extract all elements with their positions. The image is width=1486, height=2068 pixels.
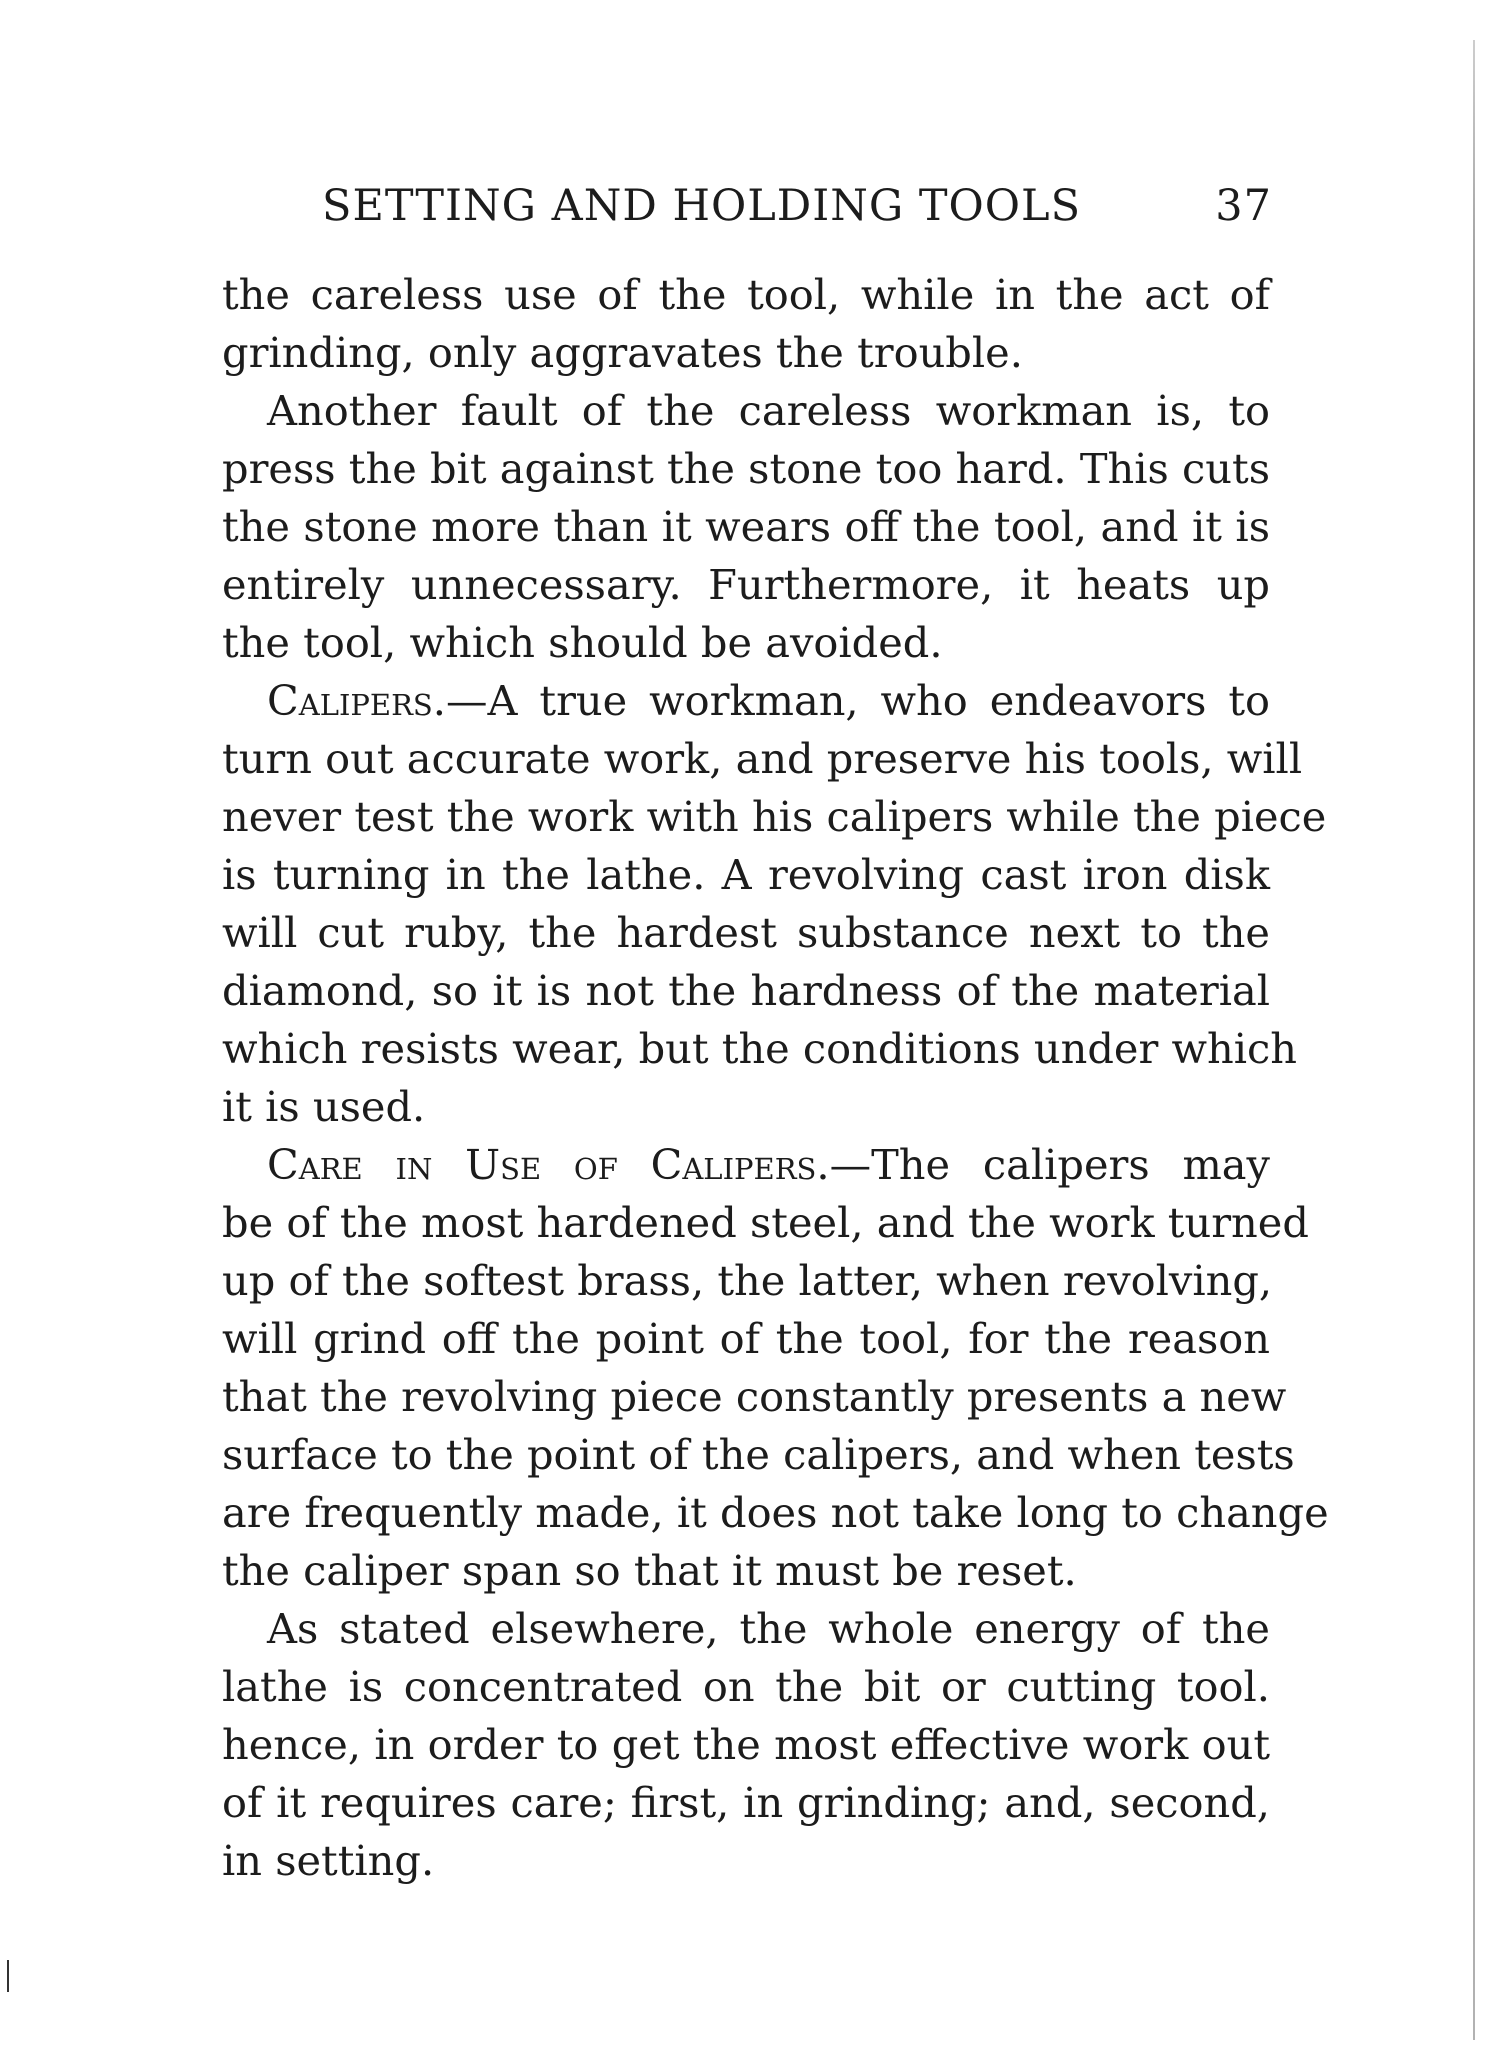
text-line: hence, in order to get the most effective work out bbox=[222, 1720, 1270, 1769]
text-line: be of the most hardened steel, and the work turned bbox=[222, 1198, 1309, 1247]
text-line: up of the softest brass, the latter, when revolving, bbox=[222, 1256, 1273, 1305]
text-line: the careless use of the tool, while in the act of bbox=[222, 270, 1270, 319]
margin-mark bbox=[7, 1960, 9, 1992]
text-line: are frequently made, it does not take long to change bbox=[222, 1488, 1329, 1537]
section-heading: Care in Use of Calipers. bbox=[267, 1140, 830, 1189]
text-line: entirely unnecessary. Furthermore, it heats up bbox=[222, 560, 1270, 609]
text-line: it is used. bbox=[222, 1082, 426, 1131]
text-line: diamond, so it is not the hardness of the material bbox=[222, 966, 1270, 1015]
text-line: that the revolving piece constantly presents a new bbox=[222, 1372, 1287, 1421]
text-line: which resists wear, but the conditions under which bbox=[222, 1024, 1297, 1073]
text-line: will grind off the point of the tool, for the reason bbox=[222, 1314, 1270, 1363]
running-head-title: SETTING AND HOLDING TOOLS bbox=[322, 181, 1082, 231]
text-line: will cut ruby, the hardest substance next to the bbox=[222, 908, 1270, 957]
text-line: never test the work with his calipers while the piece bbox=[222, 792, 1327, 841]
text-line: grinding, only aggravates the trouble. bbox=[222, 328, 1023, 377]
text-line: Care in Use of Calipers.—The calipers may bbox=[267, 1140, 1270, 1189]
text-line: is turning in the lathe. A revolving cast iron disk bbox=[222, 850, 1270, 899]
section-heading: Calipers. bbox=[267, 676, 446, 725]
text-line: surface to the point of the calipers, and when tests bbox=[222, 1430, 1295, 1479]
text-line: lathe is concentrated on the bit or cutting tool. bbox=[222, 1662, 1270, 1711]
text-line: in setting. bbox=[222, 1836, 435, 1885]
text-line: As stated elsewhere, the whole energy of the bbox=[267, 1604, 1270, 1653]
page-edge-line bbox=[1473, 40, 1475, 2040]
text-line: turn out accurate work, and preserve his tools, will bbox=[222, 734, 1303, 783]
text-line: the caliper span so that it must be reset. bbox=[222, 1546, 1077, 1595]
body-text bbox=[222, 266, 1329, 1890]
page-number: 37 bbox=[1215, 181, 1272, 231]
text-line: the tool, which should be avoided. bbox=[222, 618, 943, 667]
text-line: press the bit against the stone too hard. This cuts bbox=[222, 444, 1270, 493]
text-line: Another fault of the careless workman is, to bbox=[267, 386, 1270, 435]
running-head bbox=[322, 181, 1272, 241]
text-line: the stone more than it wears off the tool, and it is bbox=[222, 502, 1270, 551]
text-line: Calipers.—A true workman, who endeavors to bbox=[267, 676, 1270, 725]
text-line: of it requires care; first, in grinding; and, second, bbox=[222, 1778, 1270, 1827]
